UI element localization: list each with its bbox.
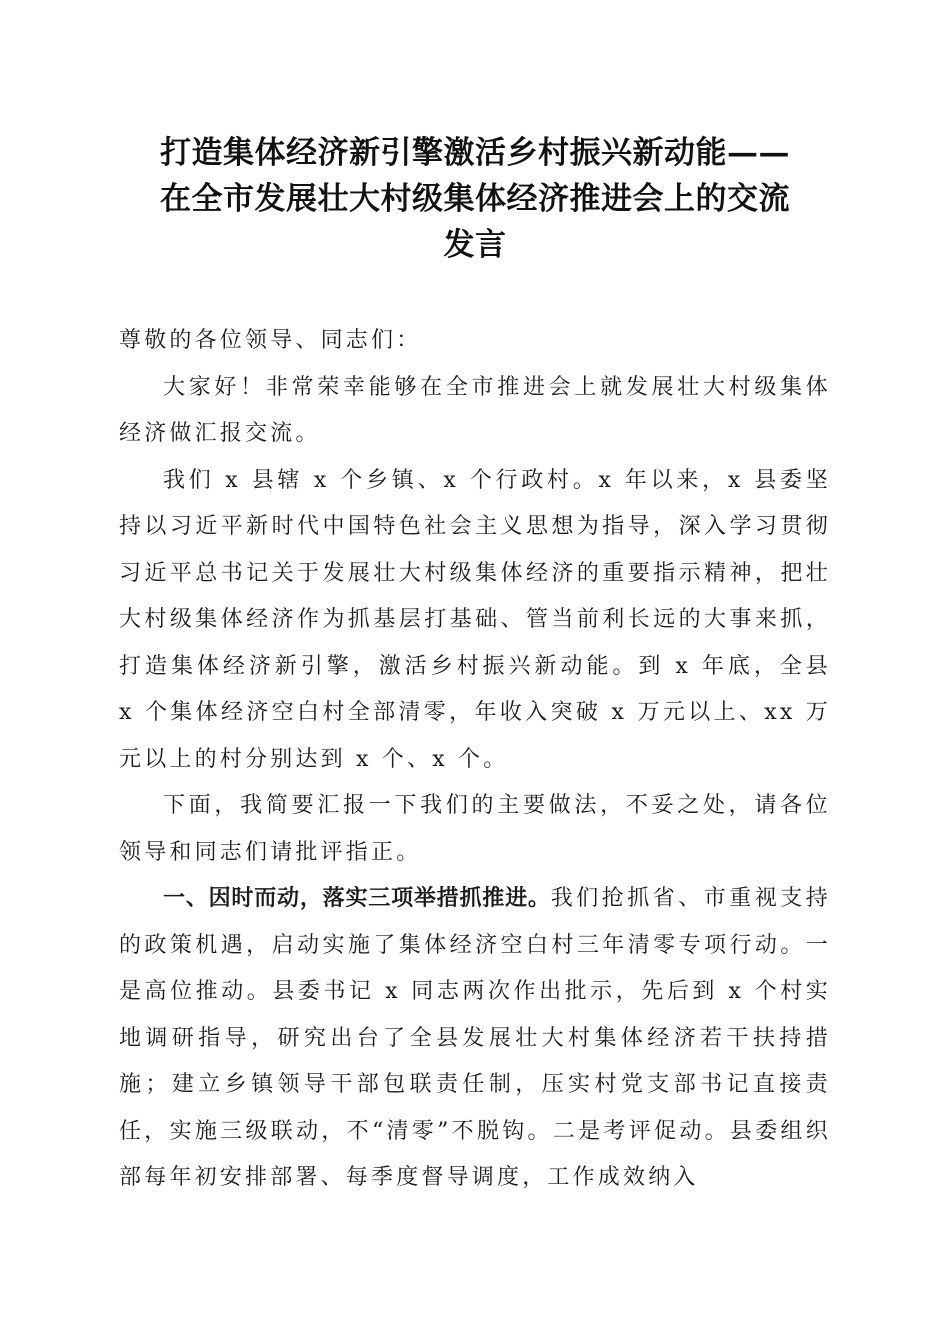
greeting: 尊敬的各位领导、同志们：	[119, 328, 422, 353]
paragraph-transition: 下面，我简要汇报一下我们的主要做法，不妥之处，请各位领导和同志们请批评指正。	[119, 793, 831, 865]
document-title	[110, 130, 840, 268]
title-line-1: 打造集体经济新引擎激活乡村振兴新动能——	[160, 135, 790, 171]
section-1-heading: 一、因时而动，落实三项举措抓推进。	[163, 886, 551, 911]
title-line-3: 发言	[443, 227, 507, 263]
section-1-text: 我们抢抓省、市重视支持的政策机遇，启动实施了集体经济空白村三年清零专项行动。一是高位推动。县委书记 x 同志两次作出批示，先后到 x 个村实地调研指导，研究出台了全县发展壮大村集体经济若干扶持措施；建立乡镇领导干部包联责任制，压实村党支部书记直接责任，实施三级联动，不“清零”不脱钩。二是考评促动。县委组织部每年初安排部署、每季度督导调度，工作成效纳入	[119, 886, 831, 1190]
section-1-paragraph	[119, 876, 831, 1202]
paragraph-opening: 大家好！非常荣幸能够在全市推进会上就发展壮大村级集体经济做汇报交流。	[119, 374, 831, 446]
document-body	[119, 318, 831, 1202]
title-line-2: 在全市发展壮大村级集体经济推进会上的交流	[160, 181, 790, 217]
paragraph-overview: 我们 x 县辖 x 个乡镇、x 个行政村。x 年以来，x 县委坚持以习近平新时代中国特色社会主义思想为指导，深入学习贯彻习近平总书记关于发展壮大村级集体经济的重要指示精神，把壮大村级集体经济作为抓基层打基础、管当前利长远的大事来抓，打造集体经济新引擎，激活乡村振兴新动能。到 x 年底，全县 x 个集体经济空白村全部清零，年收入突破 x 万元以上、xx 万元以上的村分别达到 x 个、x 个。	[119, 467, 831, 772]
